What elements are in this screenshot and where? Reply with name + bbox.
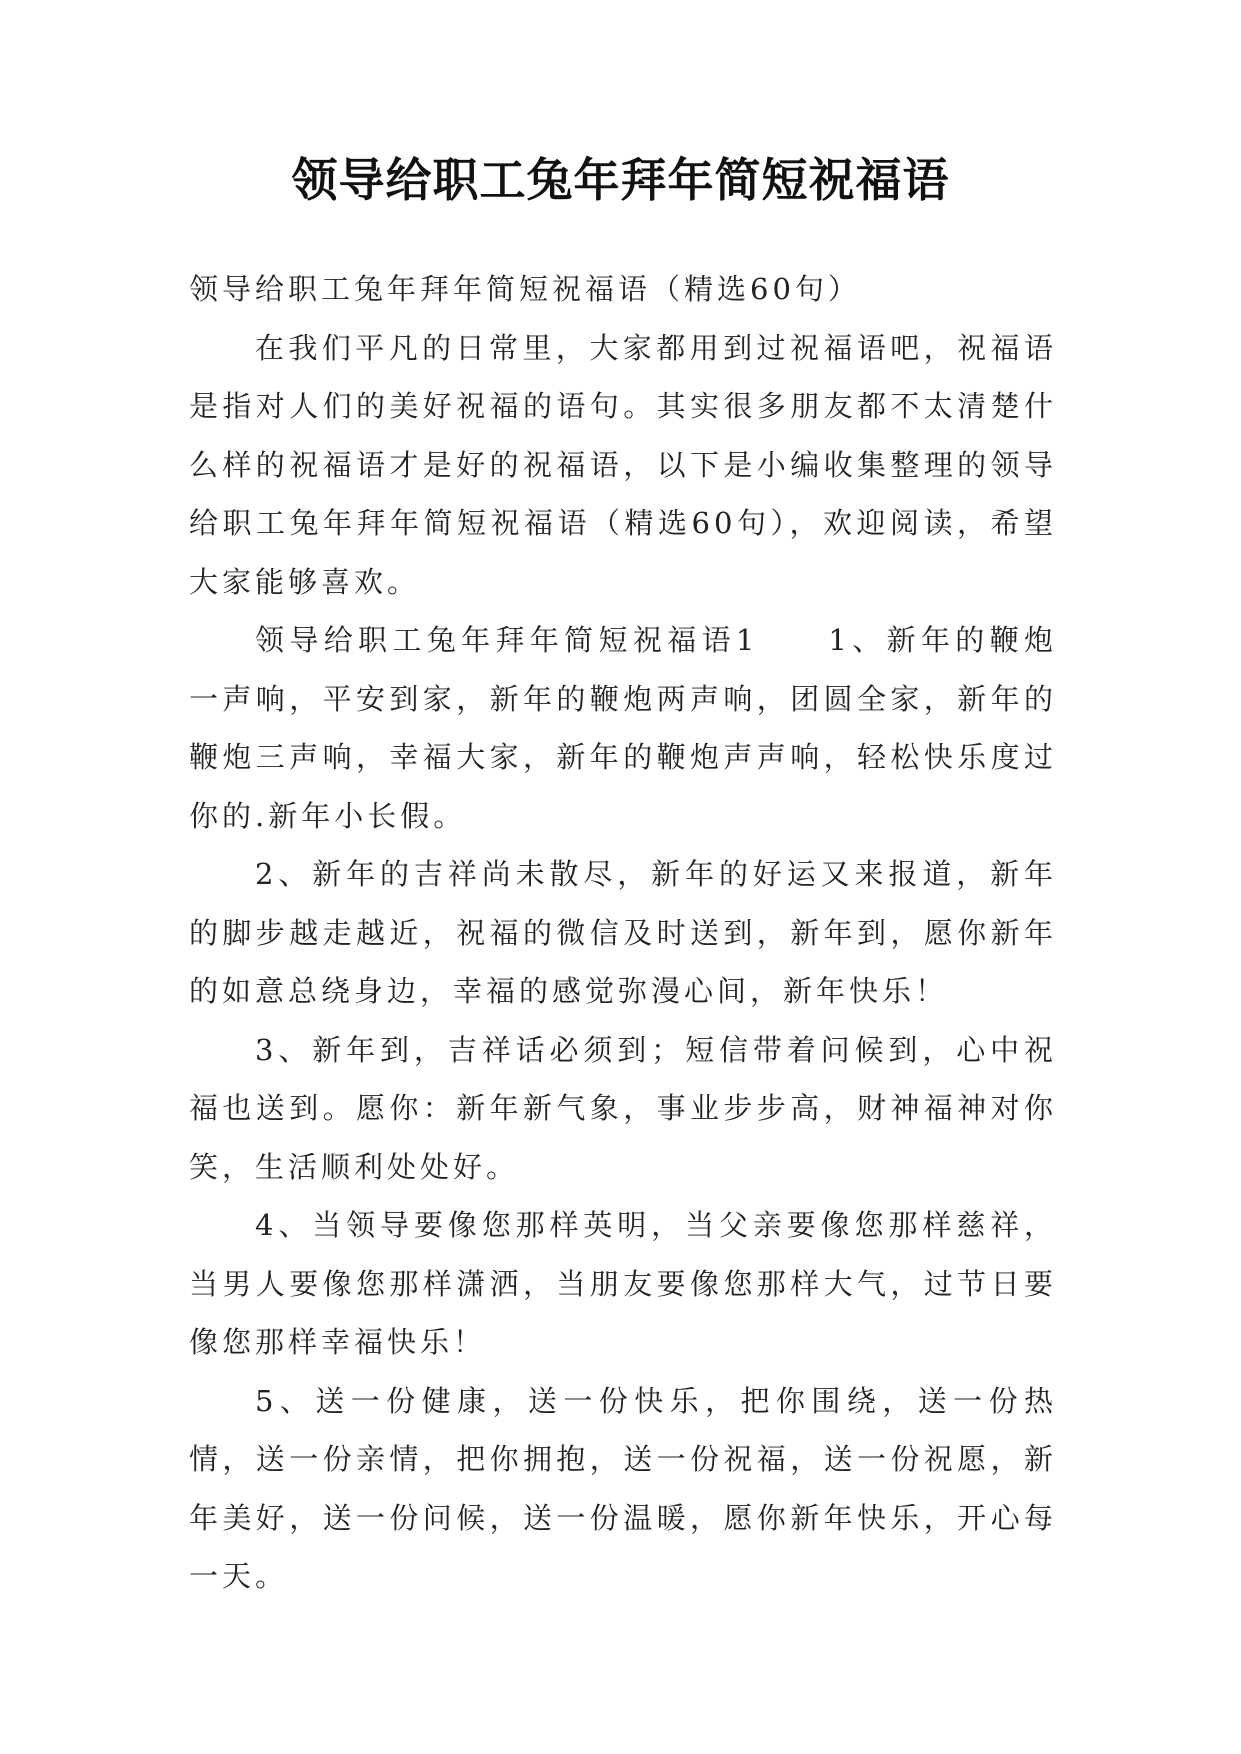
paragraph-wish-2: 2、新年的吉祥尚未散尽，新年的好运又来报道，新年的脚步越走越近，祝福的微信及时送到，新年到，愿你新年的如意总绕身边，幸福的感觉弥漫心间，新年快乐！ xyxy=(189,857,1057,1008)
paragraph-wish-1: 领导给职工兔年拜年简短祝福语1 1、新年的鞭炮一声响，平安到家，新年的鞭炮两声响，团圆全家，新年的鞭炮三声响，幸福大家，新年的鞭炮声声响，轻松快乐度过你的.新年小长假。 xyxy=(189,623,1057,833)
paragraph-wish-3: 3、新年到，吉祥话必须到；短信带着问候到，心中祝福也送到。愿你：新年新气象，事业步步高，财神福神对你笑，生活顺利处处好。 xyxy=(189,1032,1057,1184)
paragraph-wish-5: 5、送一份健康，送一份快乐，把你围绕，送一份热情，送一份亲情，把你拥抱，送一份祝福，送一份祝愿，新年美好，送一份问候，送一份温暖，愿你新年快乐，开心每一天。 xyxy=(189,1383,1057,1593)
paragraph-wish-4: 4、当领导要像您那样英明，当父亲要像您那样慈祥，当男人要像您那样潇洒，当朋友要像您那样大气，过节日要像您那样幸福快乐！ xyxy=(189,1208,1057,1359)
document-body xyxy=(189,260,1057,1606)
document-title: 领导给职工兔年拜年简短祝福语 xyxy=(291,153,950,207)
paragraph-intro: 在我们平凡的日常里，大家都用到过祝福语吧，祝福语是指对人们的美好祝福的语句。其实很多朋友都不太清楚什么样的祝福语才是好的祝福语，以下是小编收集整理的领导给职工兔年拜年简短祝福语（精选60句），欢迎阅读，希望大家能够喜欢。 xyxy=(189,330,1057,599)
document-subtitle: 领导给职工兔年拜年简短祝福语（精选60句） xyxy=(189,272,861,306)
